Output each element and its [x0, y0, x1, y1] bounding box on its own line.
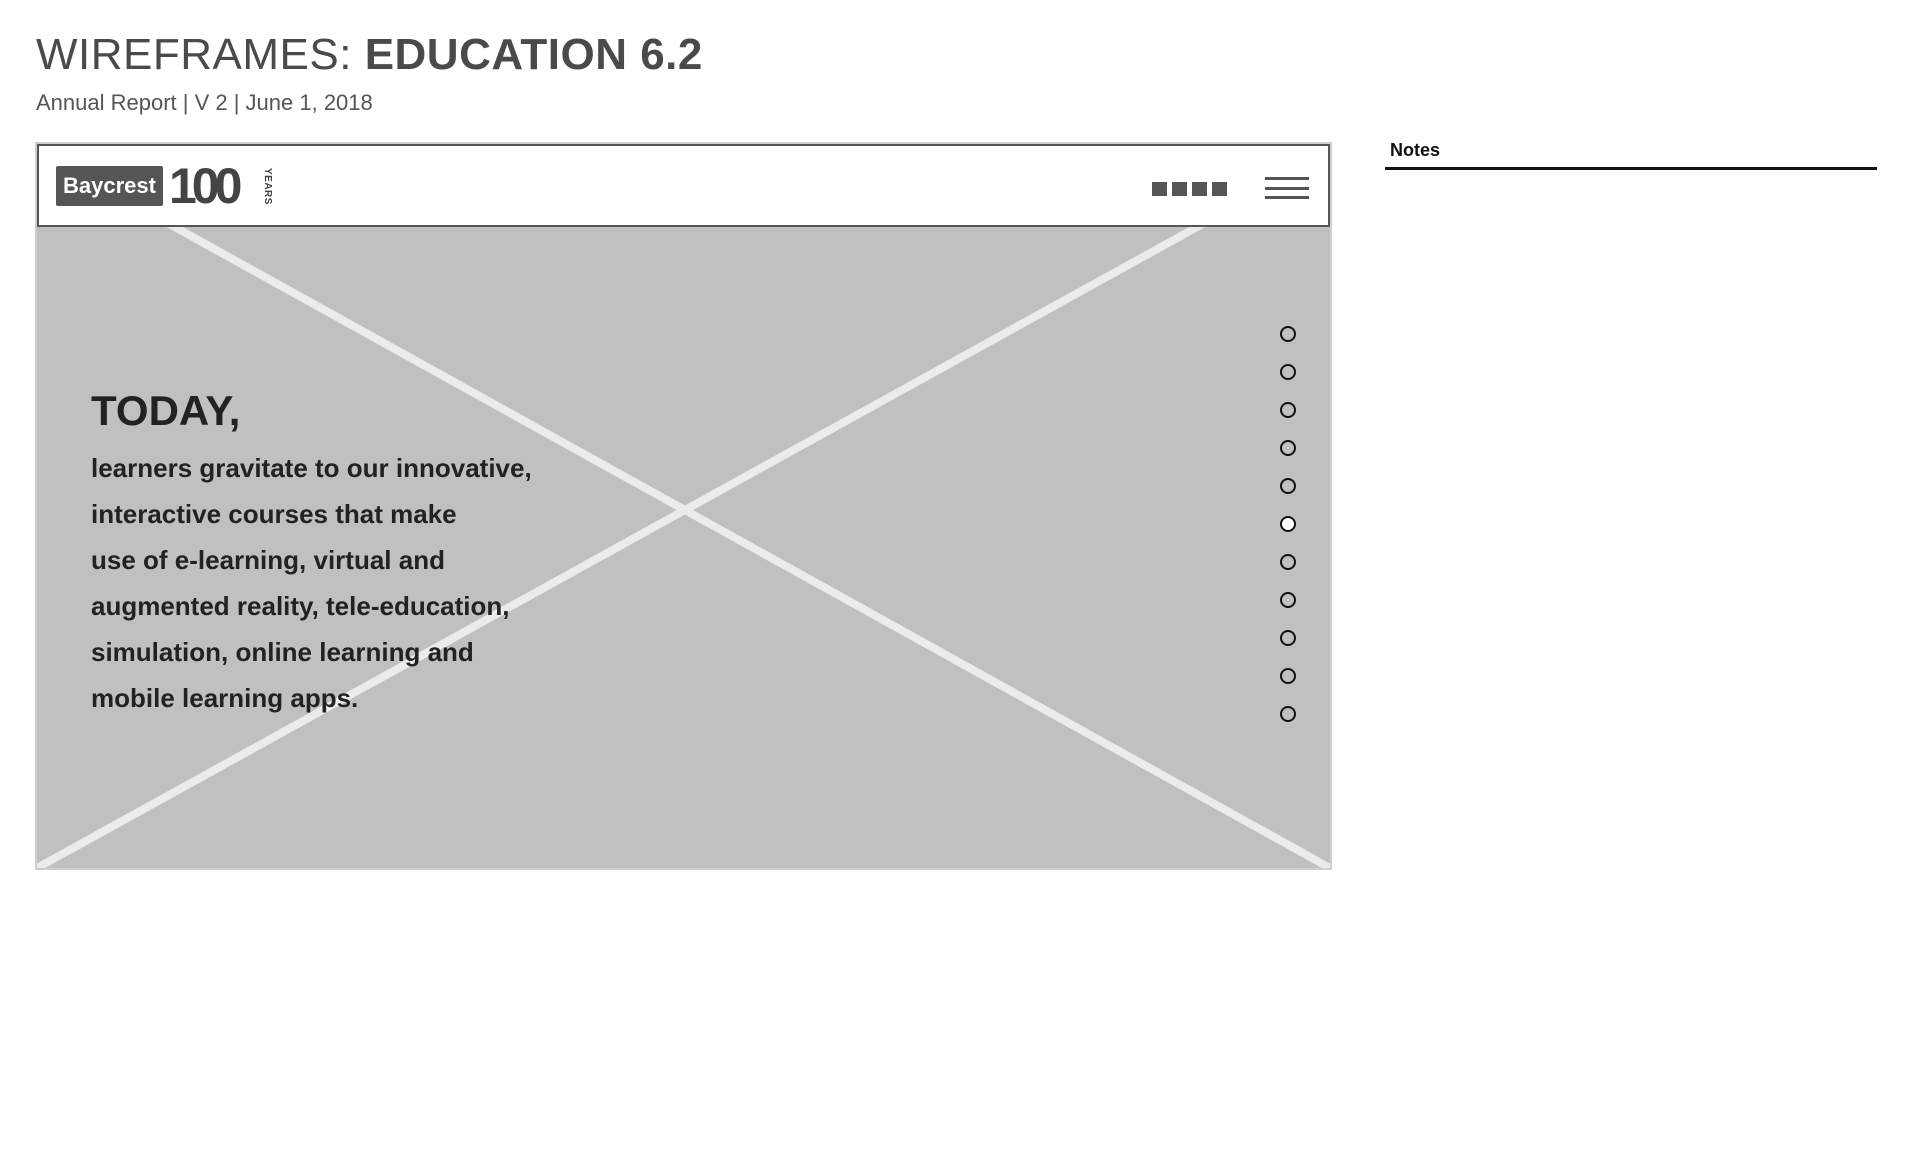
pagination-dot[interactable] [1280, 630, 1296, 646]
four-squares-icon[interactable] [1152, 182, 1227, 196]
pagination-dot[interactable] [1280, 592, 1296, 608]
pagination-dot[interactable] [1280, 364, 1296, 380]
logo-years-text: YEARS [262, 168, 273, 205]
square [1212, 182, 1227, 196]
wireframe-canvas [35, 142, 1332, 870]
square [1152, 182, 1167, 196]
pagination-dot[interactable] [1280, 478, 1296, 494]
hero-line: augmented reality, tele-education, [91, 591, 510, 621]
hero-heading: TODAY, [91, 387, 241, 434]
page-title-prefix: WIREFRAMES: [36, 30, 365, 79]
pagination-dot[interactable] [1280, 668, 1296, 684]
logo-100-mark: 100 [169, 158, 238, 214]
hero-text-block [91, 387, 651, 721]
square [1192, 182, 1207, 196]
page-subtitle: Annual Report | V 2 | June 1, 2018 [36, 90, 373, 115]
menu-bar [1265, 196, 1309, 199]
hero-line: interactive courses that make [91, 499, 457, 529]
page-title-section: EDUCATION 6.2 [364, 30, 703, 79]
pagination-dots [1280, 326, 1296, 744]
notes-label: Notes [1390, 140, 1441, 160]
hero-line: learners gravitate to our innovative, [91, 453, 532, 483]
pagination-dot[interactable] [1280, 402, 1296, 418]
pagination-dot[interactable] [1280, 440, 1296, 456]
pagination-dot[interactable] [1280, 706, 1296, 722]
page-title [36, 30, 703, 80]
hero-body [91, 445, 651, 721]
notes-divider [1385, 167, 1877, 170]
hamburger-menu-icon[interactable] [1265, 177, 1309, 199]
hero-line: use of e-learning, virtual and [91, 545, 445, 575]
pagination-dot[interactable] [1280, 326, 1296, 342]
pagination-dot[interactable] [1280, 554, 1296, 570]
hero-line: mobile learning apps. [91, 683, 359, 713]
pagination-dot-active[interactable] [1280, 516, 1296, 532]
hero-line: simulation, online learning and [91, 637, 474, 667]
notes-panel [1385, 140, 1877, 170]
baycrest-logo[interactable]: Baycrest [56, 166, 163, 206]
site-header [37, 144, 1330, 227]
square [1172, 182, 1187, 196]
menu-bar [1265, 187, 1309, 190]
menu-bar [1265, 177, 1309, 180]
